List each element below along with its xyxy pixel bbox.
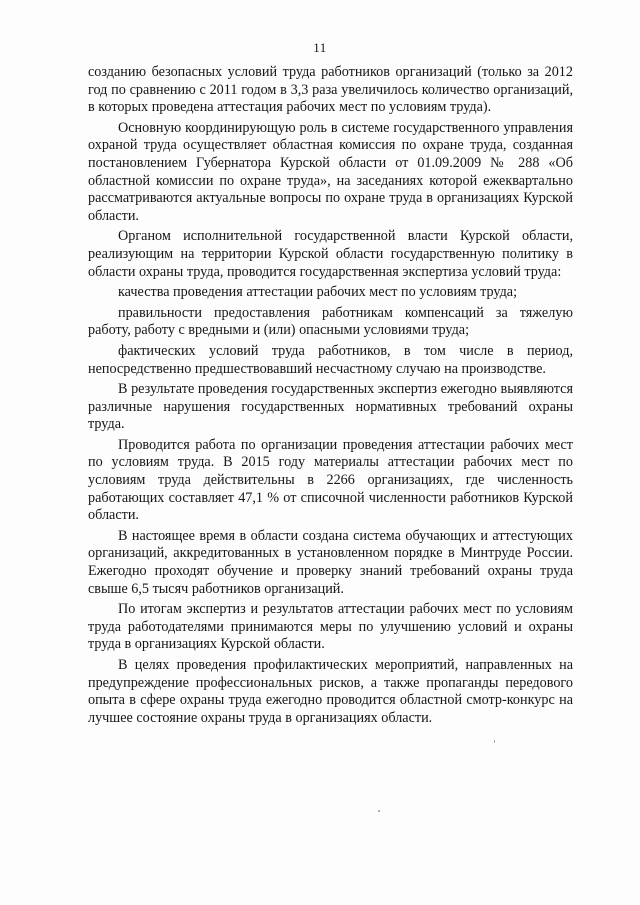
paragraph-employer-measures: По итогам экспертиз и результатов аттестации рабочих мест по условиям труда работодателями принимаются меры по улучшению условий и охраны труда в организациях Курской области. [88,601,573,653]
list-item-compensation: правильности предоставления работникам компенсаций за тяжелую работу, работу с вредными и (или) опасными условиями труда; [88,304,573,339]
document-body [88,64,573,730]
paragraph-coordination: Основную координирующую роль в системе государственного управления охраной труда осуществляет областная комиссия по охране труда, созданная постановлением Губернатора Курской области от 01.09.2009 № 288 «Об областной комиссии по охране труда», на заседаниях которой ежеквартально рассматриваются актуальные вопросы по охране труда в организациях Курской области. [88,119,573,224]
scan-speck [378,810,380,812]
paragraph-expertise-results: В результате проведения государственных экспертиз ежегодно выявляются различные нарушения государственных нормативных требований охраны труда. [88,381,573,433]
paragraph-training-system: В настоящее время в области создана система обучающих и аттестующих организаций, аккредитованных в установленном порядке в Минтруде России. Ежегодно проходят обучение и проверку знаний требований охраны труда свыше 6,5 тысяч работников организаций. [88,527,573,597]
paragraph-contest: В целях проведения профилактических мероприятий, направленных на предупреждение профессиональных рисков, а также пропаганды передового опыта в сфере охраны труда ежегодно проводится областной смотр-конкурс на лучшее состояние охраны труда в организациях области. [88,657,573,726]
paragraph-authority: Органом исполнительной государственной власти Курской области, реализующим на территории Курской области государственную политику в области охраны труда, проводится государственная экспертиза условий труда: [88,228,573,280]
page-number: 11 [313,40,327,55]
paragraph-attestation-work: Проводится работа по организации проведения аттестации рабочих мест по условиям труда. В 2015 году материалы аттестации рабочих мест по условиям труда действительны в 2266 организациях, где численность работающих составляет 47,1 % от списочной численности работников Курской области. [88,436,573,524]
paragraph-continuation: созданию безопасных условий труда работников организаций (только за 2012 год по сравнению с 2011 годом в 3,3 раза увеличилось количество организаций, в которых проведена аттестация рабочих мест по условиям труда). [88,64,573,116]
list-item-actual-conditions: фактических условий труда работников, в том числе в период, непосредственно предшествовавший несчастному случаю на производстве. [88,342,573,377]
scan-speck [494,740,495,743]
list-item-attestation-quality: качества проведения аттестации рабочих мест по условиям труда; [118,284,518,301]
